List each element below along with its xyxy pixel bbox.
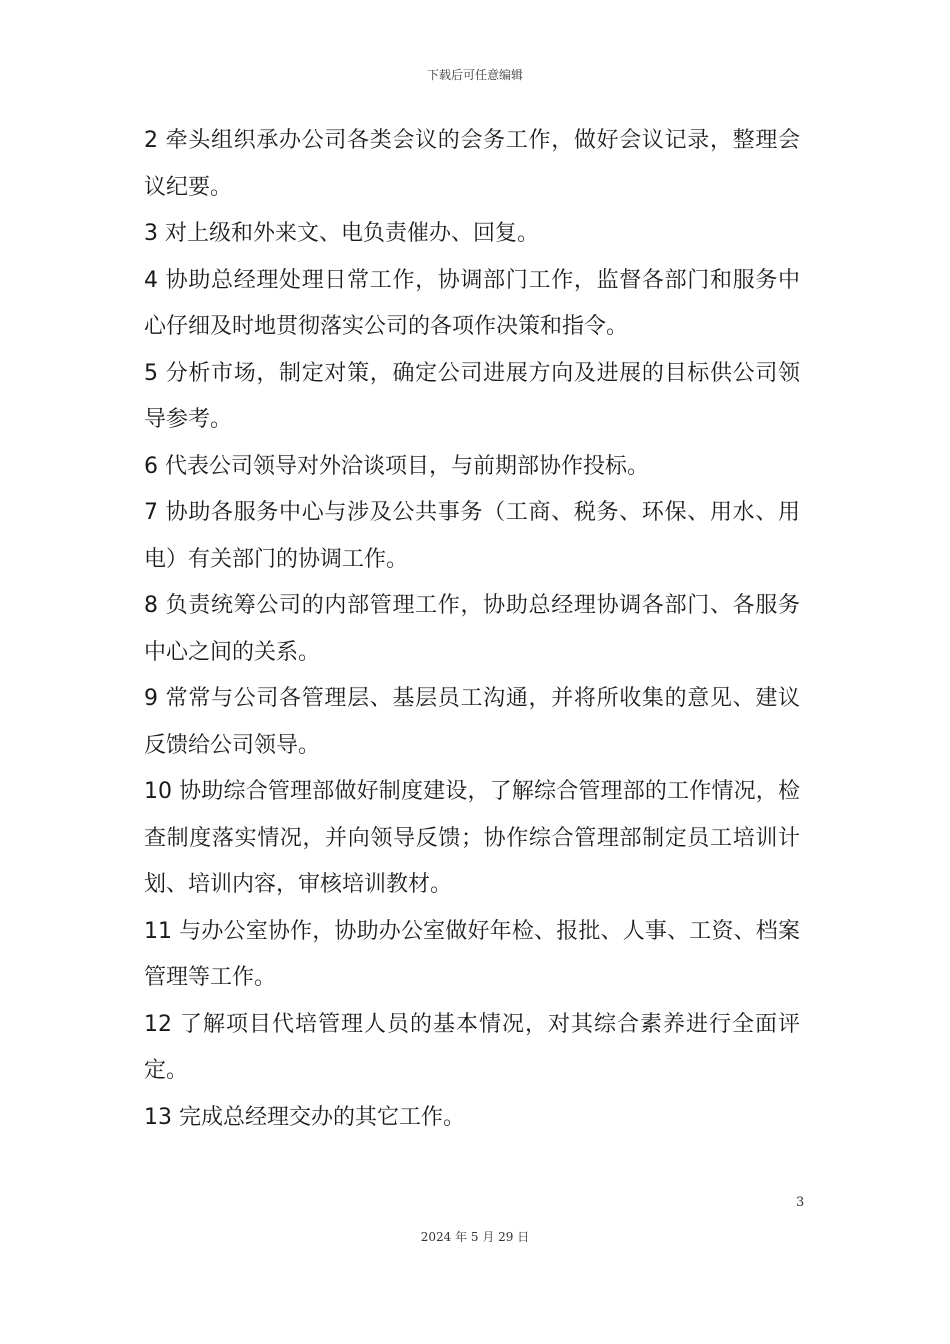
page-footer-date: 2024 年 5 月 29 日: [420, 1230, 530, 1244]
list-item: 2 牵头组织承办公司各类会议的会务工作，做好会议记录，整理会议纪要。: [144, 128, 800, 200]
list-item: 6 代表公司领导对外洽谈项目，与前期部协作投标。: [144, 453, 649, 479]
list-item: 8 负责统筹公司的内部管理工作，协助总经理协调各部门、各服务中心之间的关系。: [144, 593, 800, 665]
list-item: 4 协助总经理处理日常工作，协调部门工作，监督各部门和服务中心仔细及时地贯彻落实公司的各项作决策和指令。: [144, 267, 800, 339]
page-number: 3: [796, 1195, 805, 1210]
list-item: 9 常常与公司各管理层、基层员工沟通，并将所收集的意见、建议反馈给公司领导。: [144, 686, 800, 758]
list-item: 5 分析市场，制定对策，确定公司进展方向及进展的目标供公司领导参考。: [144, 360, 800, 432]
page-header: 下载后可任意编辑: [426, 68, 523, 82]
list-item: 13 完成总经理交办的其它工作。: [144, 1104, 465, 1130]
list-item: 3 对上级和外来文、电负责催办、回复。: [144, 221, 539, 246]
list-item: 7 协助各服务中心与涉及公共事务（工商、税务、环保、用水、用电）有关部门的协调工作。: [144, 500, 800, 572]
list-item: 10 协助综合管理部做好制度建设，了解综合管理部的工作情况，检查制度落实情况，并向领导反馈；协作综合管理部制定员工培训计划、培训内容，审核培训教材。: [144, 779, 800, 897]
list-item: 12 了解项目代培管理人员的基本情况，对其综合素养进行全面评定。: [144, 1011, 800, 1083]
list-item: 11 与办公室协作，协助办公室做好年检、报批、人事、工资、档案管理等工作。: [144, 918, 800, 990]
document-body: [144, 118, 800, 1141]
